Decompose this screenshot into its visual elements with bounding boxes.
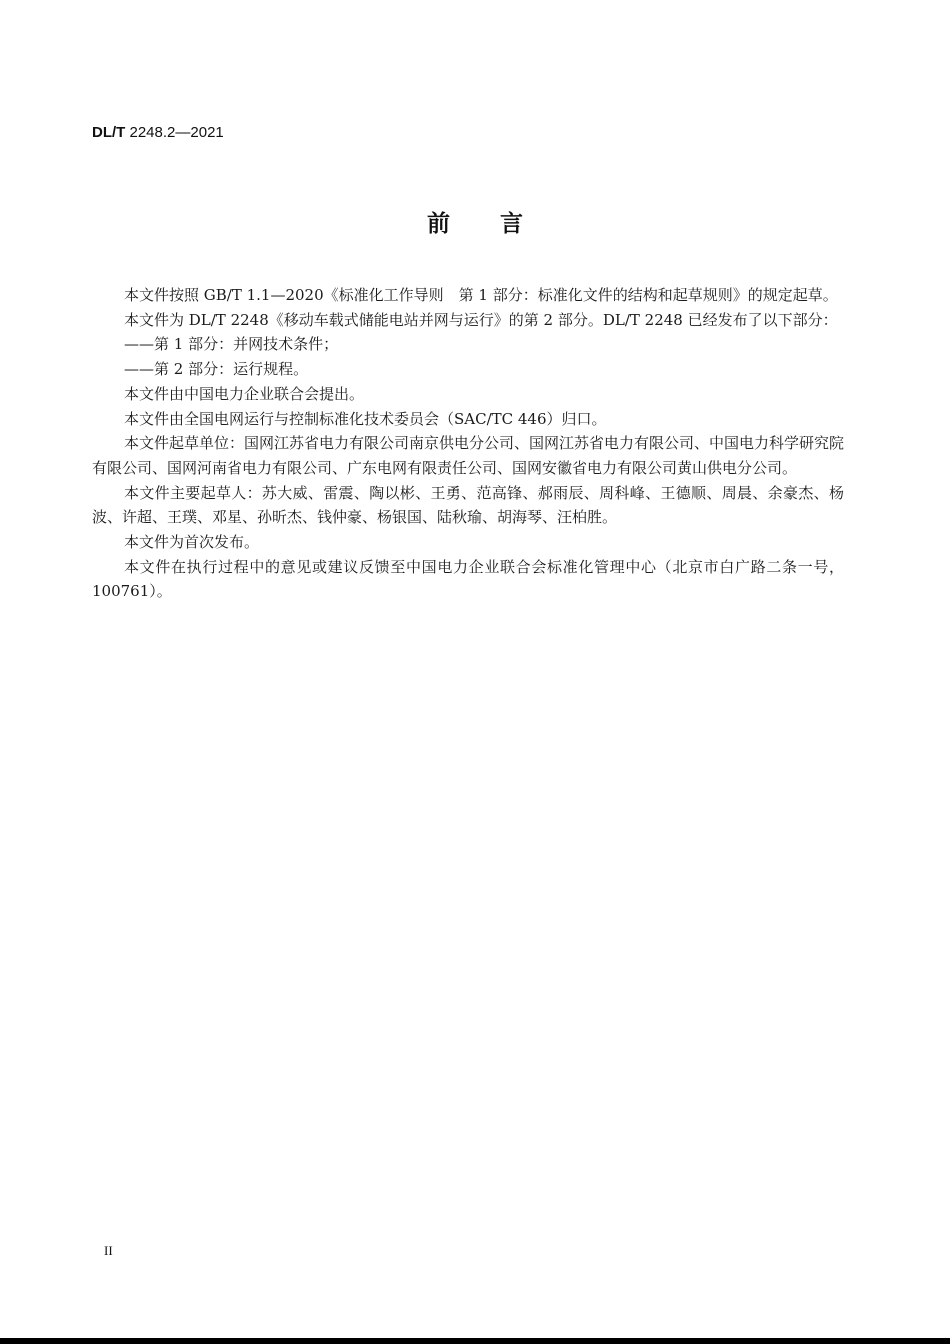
- list-item-part-2: ——第 2 部分：运行规程。: [124, 360, 309, 379]
- paragraph-proposed-by: 本文件由中国电力企业联合会提出。: [124, 384, 365, 403]
- paragraph-centralized-by: 本文件由全国电网运行与控制标准化技术委员会（SAC/TC 446）归口。: [124, 409, 607, 428]
- document-code-prefix: DL/T: [92, 124, 126, 141]
- paragraph-feedback: 本文件在执行过程中的意见或建议反馈至中国电力企业联合会标准化管理中心（北京市白广路二条一号，100761）。: [92, 557, 844, 601]
- paragraph-series-part: 本文件为 DL/T 2248《移动车载式储能电站并网与运行》的第 2 部分。DL/T 2248 已经发布了以下部分：: [124, 310, 838, 329]
- page-title: 前言: [427, 211, 573, 237]
- paragraph-drafters: 本文件主要起草人：苏大威、雷震、陶以彬、王勇、范高锋、郝雨辰、周科峰、王德顺、周晨、余豪杰、杨波、许超、王璞、邓星、孙昕杰、钱仲豪、杨银国、陆秋瑜、胡海琴、汪柏胜。: [92, 483, 844, 527]
- paragraph-drafting-units: 本文件起草单位：国网江苏省电力有限公司南京供电分公司、国网江苏省电力有限公司、中国电力科学研究院有限公司、国网河南省电力有限公司、广东电网有限责任公司、国网安徽省电力有限公司黄山供电分公司。: [92, 434, 845, 477]
- document-code: [92, 124, 224, 141]
- paragraph-first-release: 本文件为首次发布。: [124, 533, 260, 552]
- page-number: II: [104, 1243, 113, 1258]
- document-code-number: 2248.2—2021: [129, 124, 224, 141]
- list-item-part-1: ——第 1 部分：并网技术条件；: [124, 335, 339, 354]
- paragraph-drafting-rules: 本文件按照 GB/T 1.1—2020《标准化工作导则 第 1 部分：标准化文件的结构和起草规则》的规定起草。: [124, 286, 838, 304]
- bottom-border: [0, 1338, 950, 1344]
- foreword-body: [92, 283, 844, 604]
